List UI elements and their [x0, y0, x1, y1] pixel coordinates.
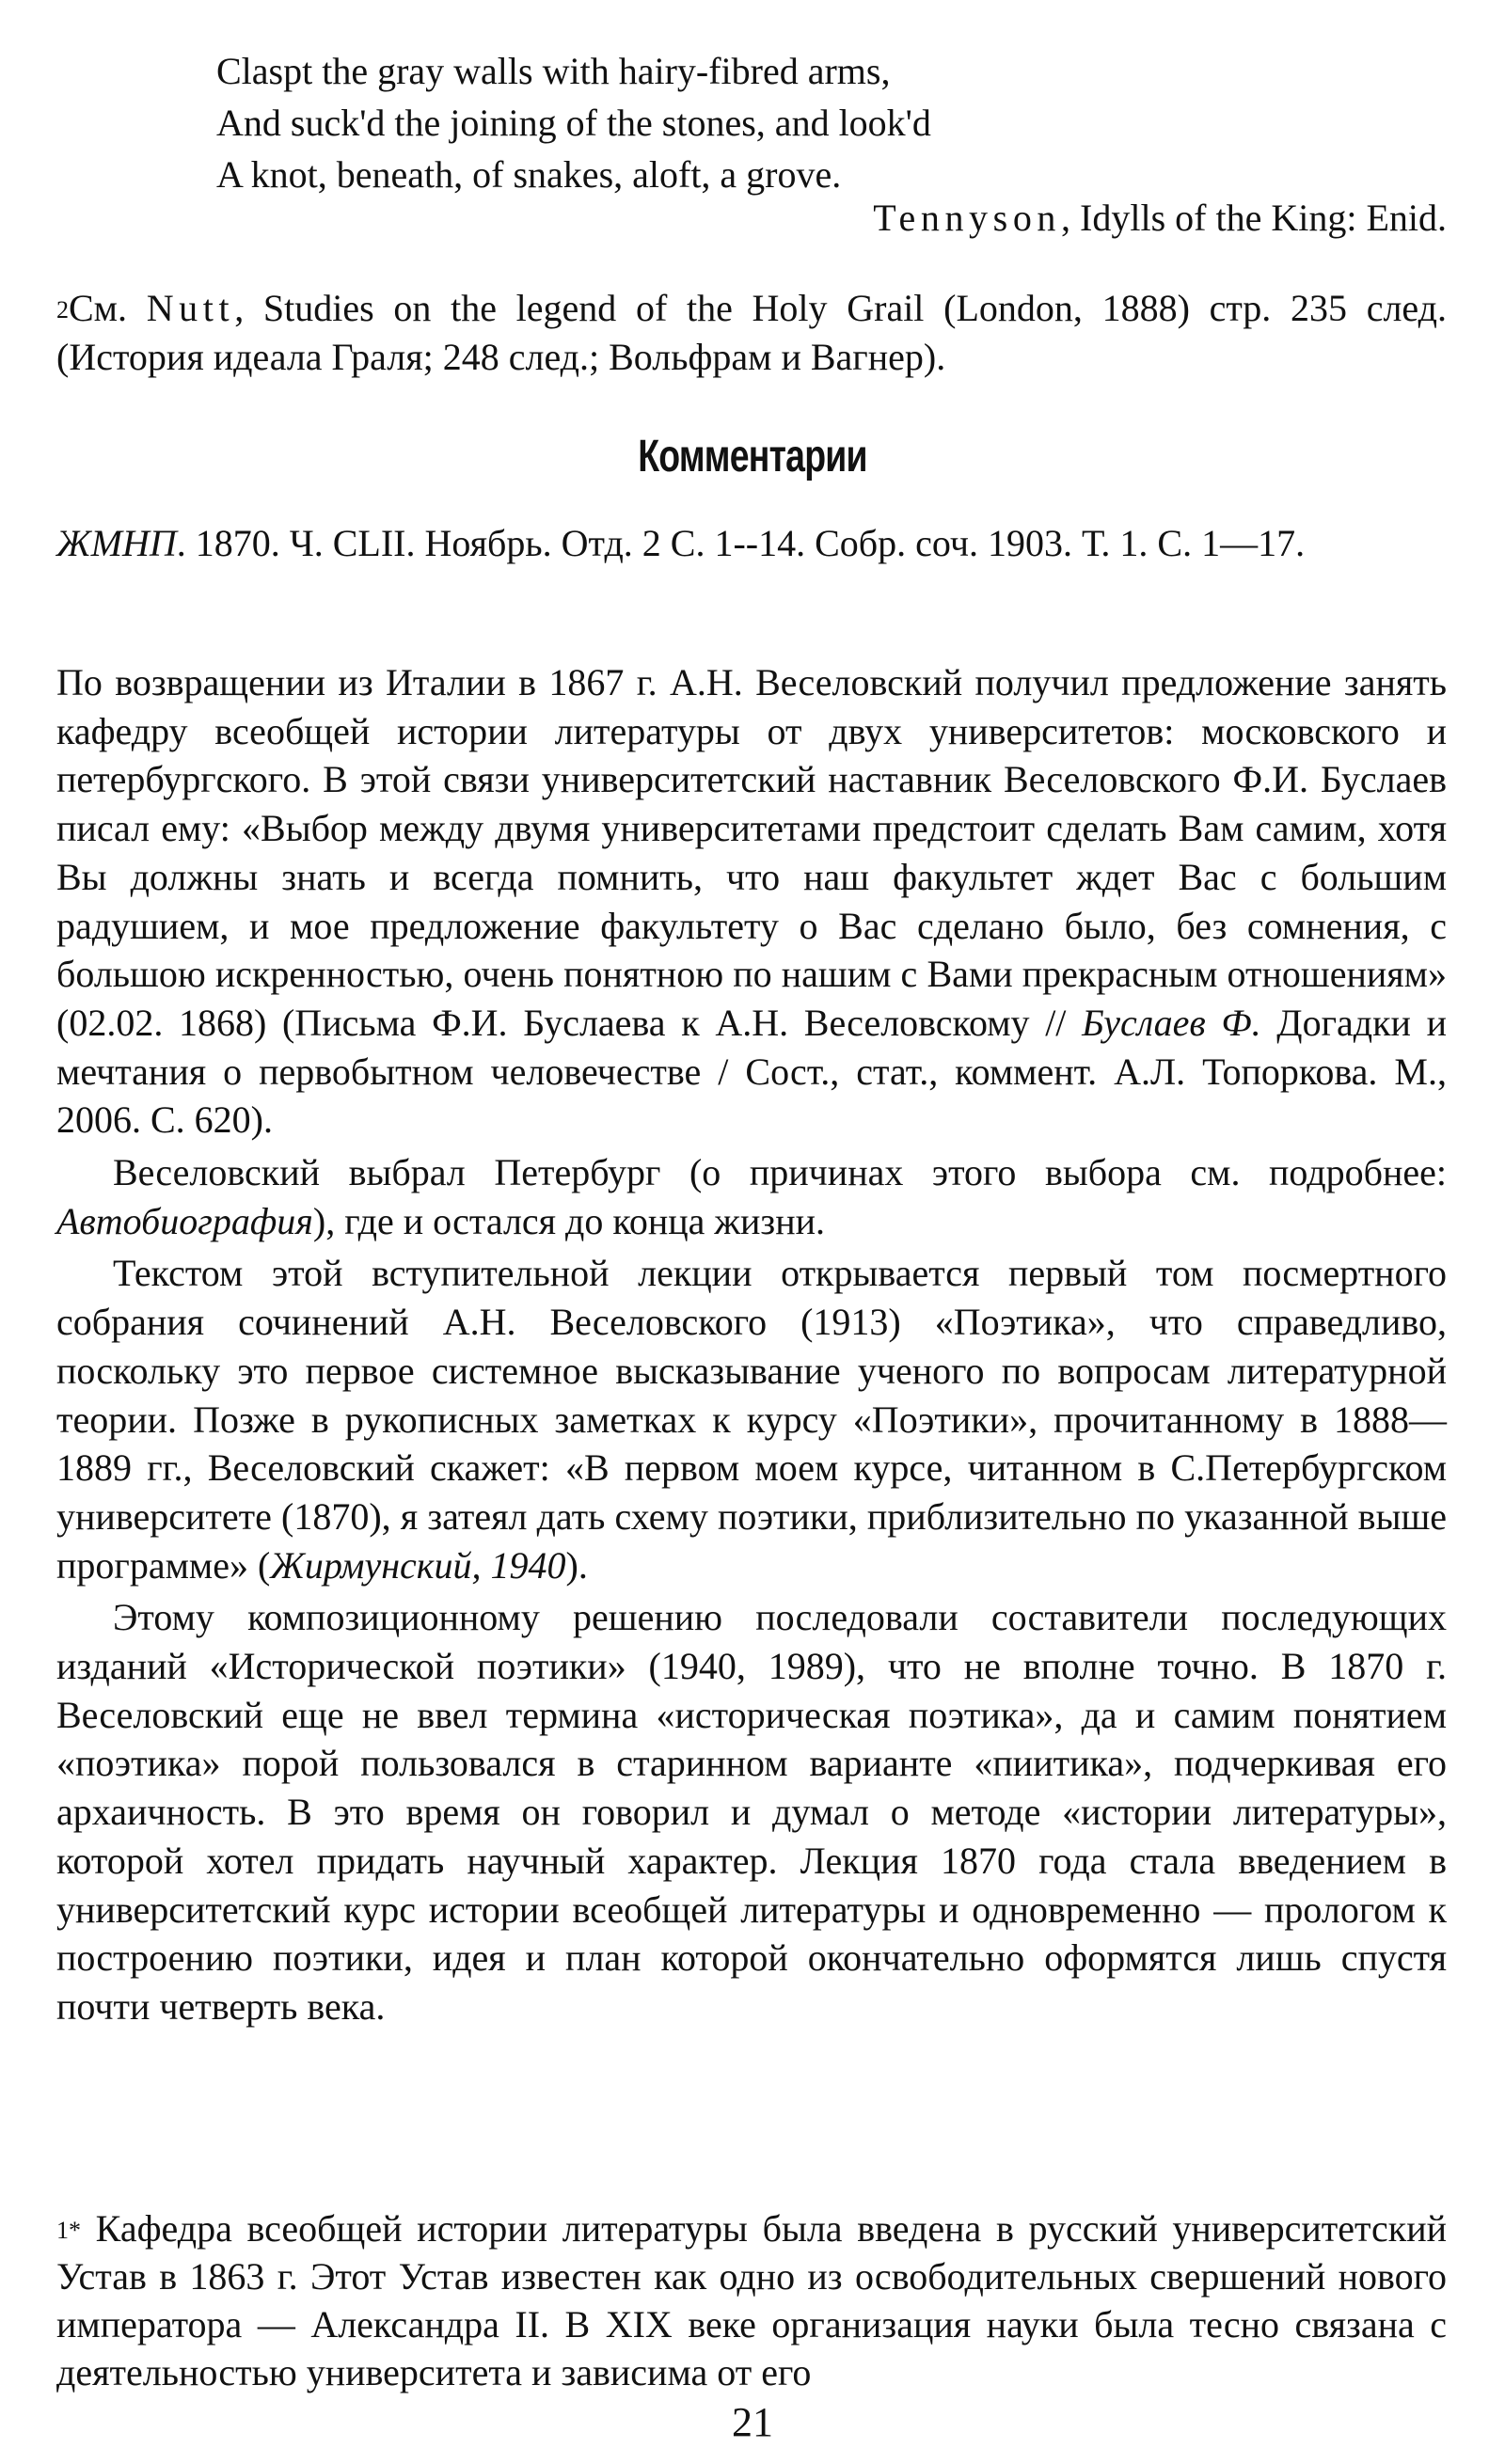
verse-line-1: Claspt the gray walls with hairy-fibred arms, — [216, 50, 891, 92]
paragraph-3-text-a: Текстом этой вступительной лекции открывается первый том посмертного собрания сочинений А.Н. Веселовского (1913) «Поэтика», что справедливо, поскольку это первое системное высказывание ученого по вопросам литературной теории. Позже в рукописных заметках к курсу «Поэтики», прочитанному в 1888—1889 гг., Веселовский скажет: «В первом моем курсе, читанном в С.Петербургском университете (1870), я затеял дать схему поэтики, приблизительно по указанной выше программе» ( — [56, 1252, 1447, 1587]
footnote-2 — [56, 284, 1447, 382]
paragraph-1-text-b: Догадки и мечтания о первобытном человечестве / Сост., стат., коммент. А.Л. Топоркова. М., 2006. С. 620). — [56, 1001, 1448, 1142]
comments-body — [56, 658, 1447, 2031]
paragraph-2-italic: Автобиография — [56, 1199, 313, 1242]
paragraph-2-text-a: Веселовский выбрал Петербург (о причинах этого выбора см. подробнее: — [113, 1151, 1447, 1194]
verse-line-2: And suck'd the joining of the stones, and look'd — [216, 102, 931, 144]
source-citation — [56, 519, 1447, 568]
paragraph-1-italic: Буслаев Ф. — [1082, 1001, 1261, 1044]
paragraph-2-text-b: ), где и остался до конца жизни. — [312, 1199, 826, 1242]
footnote-1-text: Кафедра всеобщей истории литературы была введена в русский университетский Устав в 1863 г. Этот Устав известен как одно из освободительных свершений нового императора — Александра II. В XIX веке организация науки была тесно связана с деятельностью университета и зависима от его — [56, 2207, 1447, 2393]
verse-epigraph — [216, 45, 931, 200]
verse-attribution — [873, 196, 1447, 240]
page-number: 21 — [732, 2399, 773, 2445]
attribution-author: Tennyson — [873, 197, 1062, 239]
paragraph-1-text-a: По возвращении из Италии в 1867 г. А.Н. Веселовский получил предложение занять кафедру всеобщей истории литературы от двух университетов: московского и петербургского. В этой связи университетский наставник Веселовского Ф.И. Буслаев писал ему: «Выбор между двумя университетами предстоит сделать Вам самим, хотя Вы должны знать и всегда помнить, что наш факультет ждет Вас с большим радушием, и мое предложение факультету о Вас сделано было, без сомнения, с большою искренностью, очень понятною по нашим с Вами прекрасным отношениям» (02.02. 1868) (Письма Ф.И. Буслаева к А.Н. Веселовскому // — [56, 661, 1447, 1044]
attribution-work: , Idylls of the King: Enid. — [1061, 197, 1447, 239]
paragraph-3-italic: Жирмунский, 1940 — [270, 1543, 566, 1587]
paragraph-3-text-b: ). — [565, 1543, 588, 1587]
paragraph-4: Этому композиционному решению последовали составители последующих изданий «Исторической поэтики» (1940, 1989), что не вполне точно. В 1870 г. Веселовский еще не ввел термина «историческая поэтика», да и самим понятием «поэтика» порой пользовался в старинном варианте «пиитика», подчеркивая его архаичность. В это время он говорил и думал о методе «истории литературы», которой хотел придать научный характер. Лекция 1870 года стала введением в университетский курс истории всеобщей литературы и одновременно — прологом к построению поэтики, идея и план которой окончательно оформятся лишь спустя почти четверть века. — [56, 1596, 1447, 2028]
paragraph-1 — [56, 658, 1447, 1145]
footnote-1 — [56, 2204, 1447, 2396]
source-text: . 1870. Ч. CLII. Ноябрь. Отд. 2 С. 1--14. Собр. соч. 1903. Т. 1. С. 1—17. — [176, 522, 1306, 564]
paragraph-2 — [56, 1148, 1447, 1245]
footnote-2-marker: 2 — [56, 296, 69, 324]
footnote-2-author: Nutt — [146, 287, 235, 329]
comments-heading: Комментарии — [638, 432, 867, 482]
paragraph-3 — [56, 1249, 1447, 1589]
footnote-2-lead: См. — [69, 287, 147, 329]
footnote-1-marker: 1* — [56, 2217, 81, 2244]
footnote-2-text: , Studies on the legend of the Holy Grail (London, 1888) стр. 235 след. (История идеала Граля; 248 след.; Вольфрам и Вагнер). — [56, 287, 1447, 378]
source-journal: ЖМНП — [56, 522, 177, 564]
verse-line-3: A knot, beneath, of snakes, aloft, a grove. — [216, 153, 842, 196]
